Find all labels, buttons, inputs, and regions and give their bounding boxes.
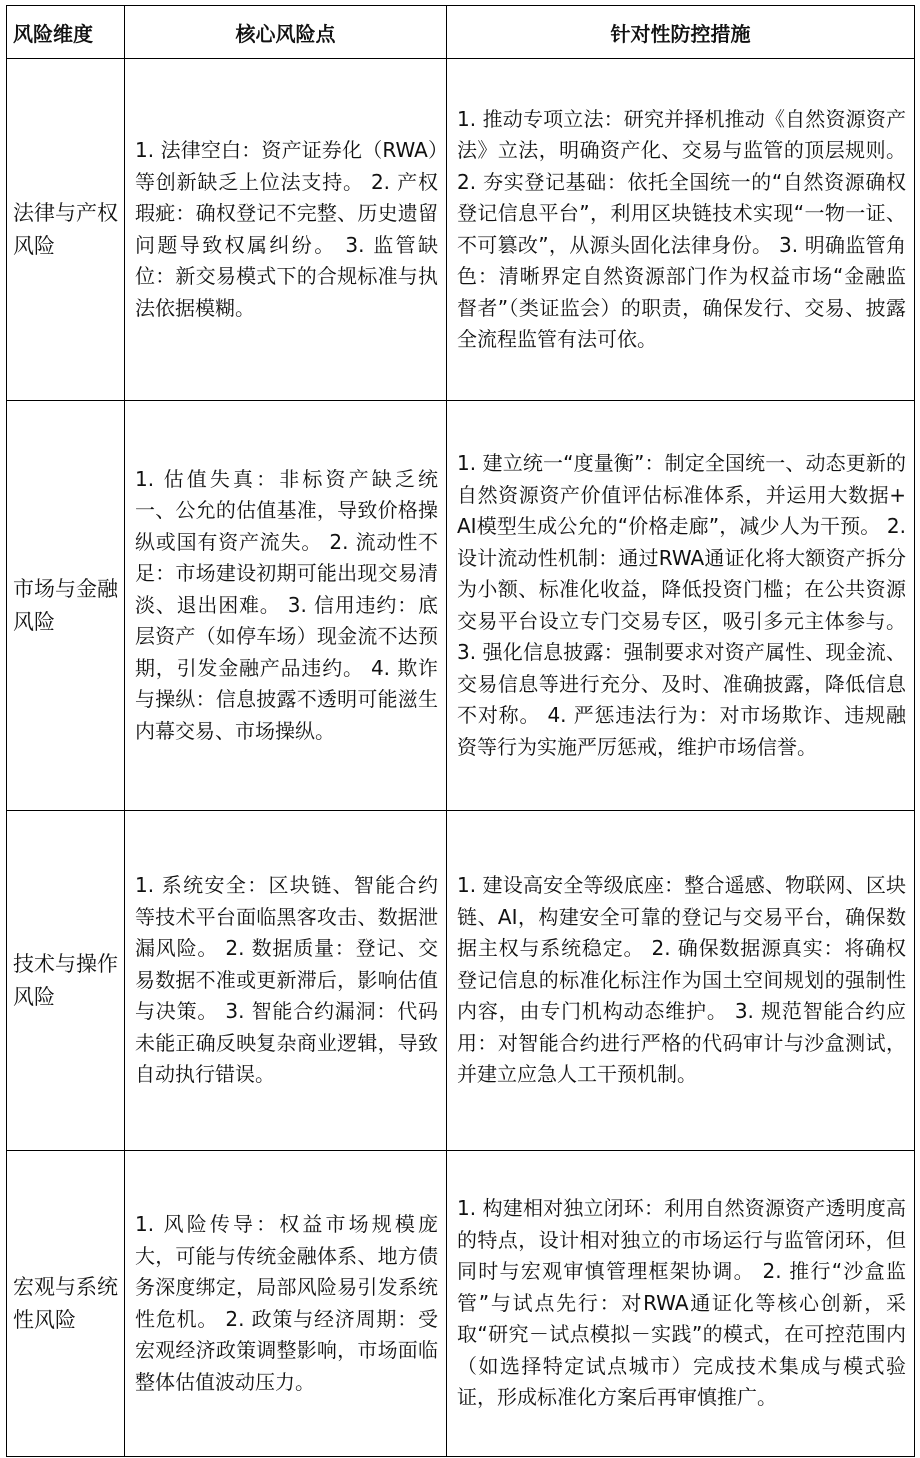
header-dimension: 风险维度 [7, 6, 125, 59]
table-row [7, 59, 915, 401]
header-core-risk: 核心风险点 [125, 6, 447, 59]
risk-table [6, 5, 915, 1457]
table-row [7, 811, 915, 1151]
measures-cell: 1. 构建相对独立闭环：利用自然资源资产透明度高的特点，设计相对独立的市场运行与监管闭环，但同时与宏观审慎管理框架协调。 2. 推行“沙盒监管”与试点先行：对RWA通证化等核心创新，采取“研究－试点模拟－实践”的模式，在可控范围内（如选择特定试点城市）完成技术集成与模式验证，形成标准化方案后再审慎推广。 [447, 1151, 915, 1457]
core-risk-cell: 1. 法律空白：资产证券化（RWA）等创新缺乏上位法支持。 2. 产权瑕疵：确权登记不完整、历史遗留问题导致权属纠纷。 3. 监管缺位：新交易模式下的合规标准与执法依据模糊。 [125, 59, 447, 401]
risk-dimension-cell: 宏观与系统性风险 [7, 1151, 125, 1457]
core-risk-cell: 1. 系统安全：区块链、智能合约等技术平台面临黑客攻击、数据泄漏风险。 2. 数据质量：登记、交易数据不准或更新滞后，影响估值与决策。 3. 智能合约漏洞：代码未能正确反映复杂商业逻辑，导致自动执行错误。 [125, 811, 447, 1151]
measures-cell: 1. 建设高安全等级底座：整合遥感、物联网、区块链、AI，构建安全可靠的登记与交易平台，确保数据主权与系统稳定。 2. 确保数据源真实：将确权登记信息的标准化标注作为国土空间规划的强制性内容，由专门机构动态维护。 3. 规范智能合约应用：对智能合约进行严格的代码审计与沙盒测试，并建立应急人工干预机制。 [447, 811, 915, 1151]
table-row [7, 401, 915, 811]
measures-cell: 1. 建立统一“度量衡”：制定全国统一、动态更新的自然资源资产价值评估标准体系，并运用大数据+AI模型生成公允的“价格走廊”，减少人为干预。 2. 设计流动性机制：通过RWA通证化将大额资产拆分为小额、标准化收益，降低投资门槛；在公共资源交易平台设立专门交易专区，吸引多元主体参与。 3. 强化信息披露：强制要求对资产属性、现金流、交易信息等进行充分、及时、准确披露，降低信息不对称。 4. 严惩违法行为：对市场欺诈、违规融资等行为实施严厉惩戒，维护市场信誉。 [447, 401, 915, 811]
header-measures: 针对性防控措施 [447, 6, 915, 59]
table-header-row [7, 6, 915, 59]
table-row [7, 1151, 915, 1457]
risk-dimension-cell: 法律与产权风险 [7, 59, 125, 401]
core-risk-cell: 1. 风险传导：权益市场规模庞大，可能与传统金融体系、地方债务深度绑定，局部风险易引发系统性危机。 2. 政策与经济周期：受宏观经济政策调整影响，市场面临整体估值波动压力。 [125, 1151, 447, 1457]
measures-cell: 1. 推动专项立法：研究并择机推动《自然资源资产法》立法，明确资产化、交易与监管的顶层规则。 2. 夯实登记基础：依托全国统一的“自然资源确权登记信息平台”，利用区块链技术实现“一物一证、不可篡改”，从源头固化法律身份。 3. 明确监管角色：清晰界定自然资源部门作为权益市场“金融监督者”（类证监会）的职责，确保发行、交易、披露全流程监管有法可依。 [447, 59, 915, 401]
core-risk-cell: 1. 估值失真：非标资产缺乏统一、公允的估值基准，导致价格操纵或国有资产流失。 2. 流动性不足：市场建设初期可能出现交易清淡、退出困难。 3. 信用违约：底层资产（如停车场）现金流不达预期，引发金融产品违约。 4. 欺诈与操纵：信息披露不透明可能滋生内幕交易、市场操纵。 [125, 401, 447, 811]
risk-dimension-cell: 技术与操作风险 [7, 811, 125, 1151]
risk-dimension-cell: 市场与金融风险 [7, 401, 125, 811]
